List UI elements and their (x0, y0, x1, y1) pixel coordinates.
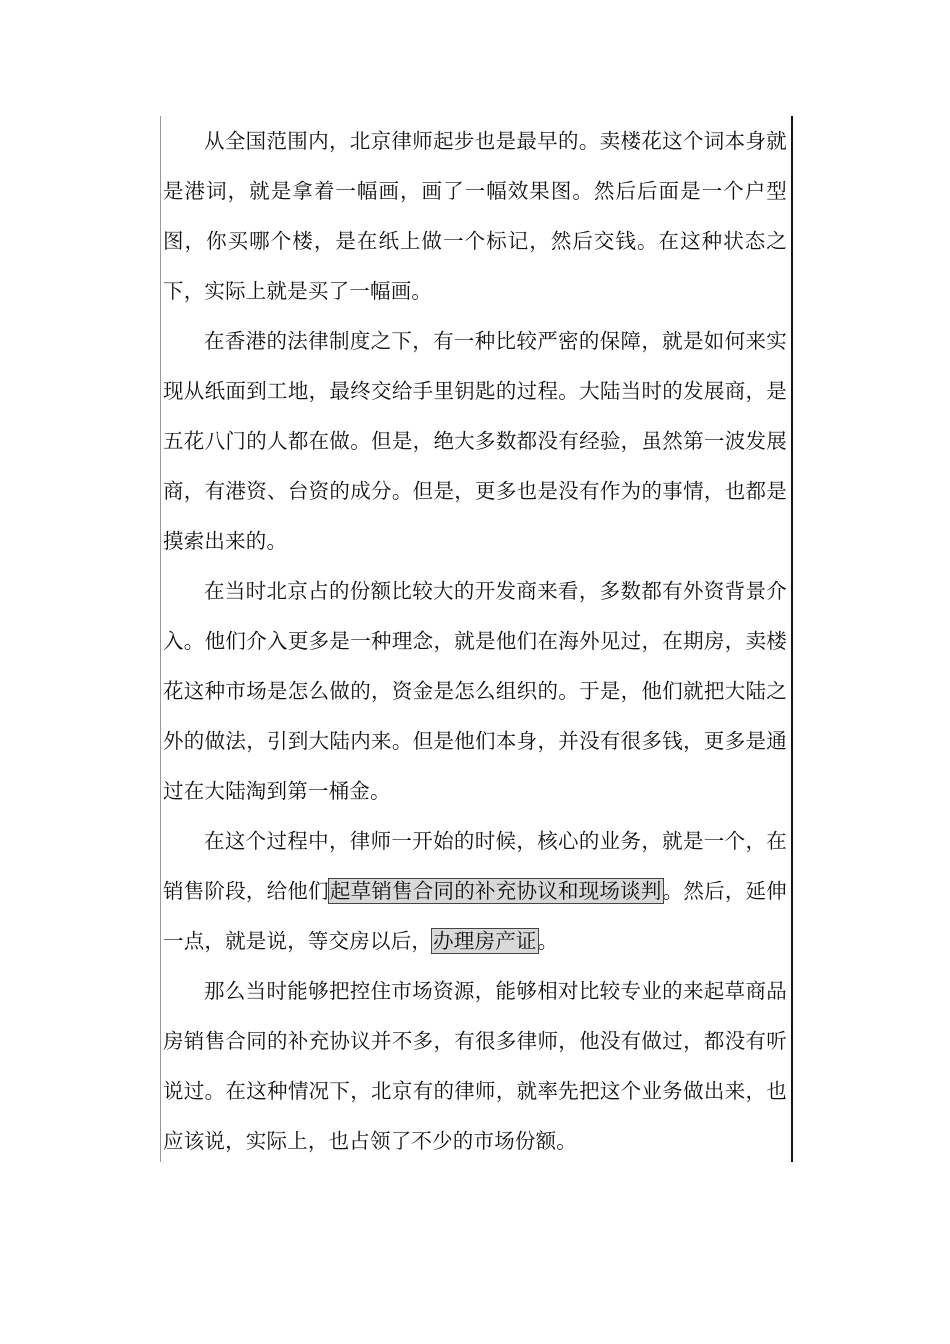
paragraph-4-text-b: 。然后，延伸一点，就是说，等交房以后， (163, 879, 787, 953)
highlight-property-certificate: 办理房产证 (433, 929, 537, 953)
paragraph-4 (163, 816, 787, 966)
document-body (163, 116, 787, 1166)
highlight-contract-drafting: 起草销售合同的补充协议和现场谈判 (329, 879, 662, 903)
paragraph-5: 那么当时能够把控住市场资源，能够相对比较专业的来起草商品房销售合同的补充协议并不多，有很多律师，他没有做过，都没有听说过。在这种情况下，北京有的律师，就率先把这个业务做出来，也应该说，实际上，也占领了不少的市场份额。 (163, 979, 787, 1153)
paragraph-1: 从全国范围内，北京律师起步也是最早的。卖楼花这个词本身就是港词，就是拿着一幅画，画了一幅效果图。然后后面是一个户型图，你买哪个楼，是在纸上做一个标记，然后交钱。在这种状态之下，实际上就是买了一幅画。 (163, 129, 787, 303)
paragraph-3: 在当时北京占的份额比较大的开发商来看，多数都有外资背景介入。他们介入更多是一种理念，就是他们在海外见过，在期房，卖楼花这种市场是怎么做的，资金是怎么组织的。于是，他们就把大陆之外的做法，引到大陆内来。但是他们本身，并没有很多钱，更多是通过在大陆淘到第一桶金。 (163, 579, 787, 803)
left-margin-rule (160, 116, 161, 1162)
right-margin-rule (791, 116, 793, 1162)
paragraph-4-text-a: 在这个过程中，律师一开始的时候，核心的业务，就是一个，在销售阶段，给他们 (163, 829, 787, 903)
paragraph-4-text-c: 。 (537, 929, 559, 953)
paragraph-2: 在香港的法律制度之下，有一种比较严密的保障，就是如何来实现从纸面到工地，最终交给手里钥匙的过程。大陆当时的发展商，是五花八门的人都在做。但是，绝大多数都没有经验，虽然第一波发展商，有港资、台资的成分。但是，更多也是没有作为的事情，也都是摸索出来的。 (163, 329, 787, 553)
